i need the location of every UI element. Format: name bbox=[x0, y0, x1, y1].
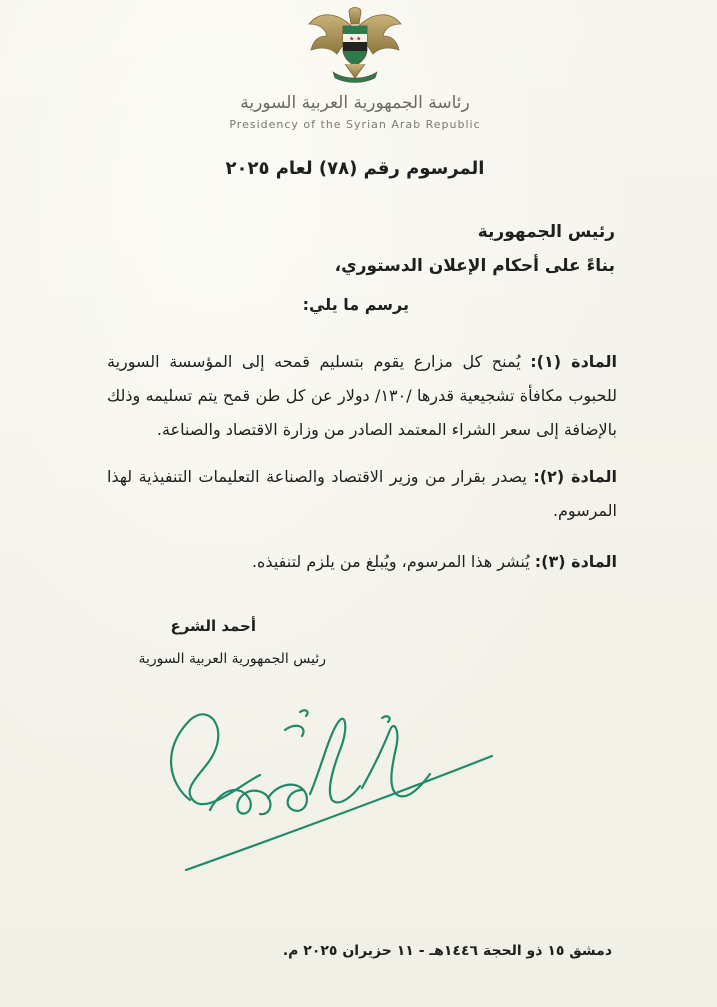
article-2-label: المادة (٢): bbox=[533, 467, 617, 486]
svg-text:★: ★ bbox=[356, 35, 362, 43]
article-2 bbox=[107, 460, 617, 528]
article-3-label: المادة (٣): bbox=[534, 552, 617, 571]
president-line: رئيس الجمهورية bbox=[477, 222, 615, 242]
article-3 bbox=[107, 545, 617, 579]
decree-title: المرسوم رقم (٧٨) لعام ٢٠٢٥ bbox=[225, 158, 485, 179]
syrian-eagle-emblem-icon bbox=[305, 2, 405, 88]
article-1-text: يُمنح كل مزارع يقوم بتسليم قمحه إلى المؤسسة السورية للحبوب مكافأة تشجيعية قدرها /١٣٠/ دولار عن كل طن قمح يتم تسليمه وذلك بالإضافة إلى سعر الشراء المعتمد الصادر من وزارة الاقتصاد والصناعة. bbox=[107, 352, 618, 439]
article-1 bbox=[107, 345, 617, 447]
signer-title: رئيس الجمهورية العربية السورية bbox=[138, 651, 326, 667]
article-2-text: يصدر بقرار من وزير الاقتصاد والصناعة التعليمات التنفيذية لهذا المرسوم. bbox=[107, 467, 617, 520]
article-3-text: يُنشر هذا المرسوم، ويُبلغ من يلزم لتنفيذه. bbox=[251, 552, 530, 571]
presidency-arabic-name: رئاسة الجمهورية العربية السورية bbox=[240, 93, 470, 113]
constitutional-basis-line: بناءً على أحكام الإعلان الدستوري، bbox=[334, 256, 615, 276]
presidency-english-name: Presidency of the Syrian Arab Republic bbox=[229, 118, 481, 131]
decrees-following-line: يرسم ما يلي: bbox=[302, 295, 409, 314]
svg-text:★: ★ bbox=[349, 35, 355, 43]
handwritten-signature bbox=[150, 690, 500, 875]
article-1-label: المادة (١): bbox=[530, 352, 618, 371]
signer-name: أحمد الشرع bbox=[170, 617, 256, 635]
decree-date-line: دمشق ١٥ ذو الحجة ١٤٤٦هـ - ١١ حزيران ٢٠٢٥ م. bbox=[282, 943, 612, 959]
